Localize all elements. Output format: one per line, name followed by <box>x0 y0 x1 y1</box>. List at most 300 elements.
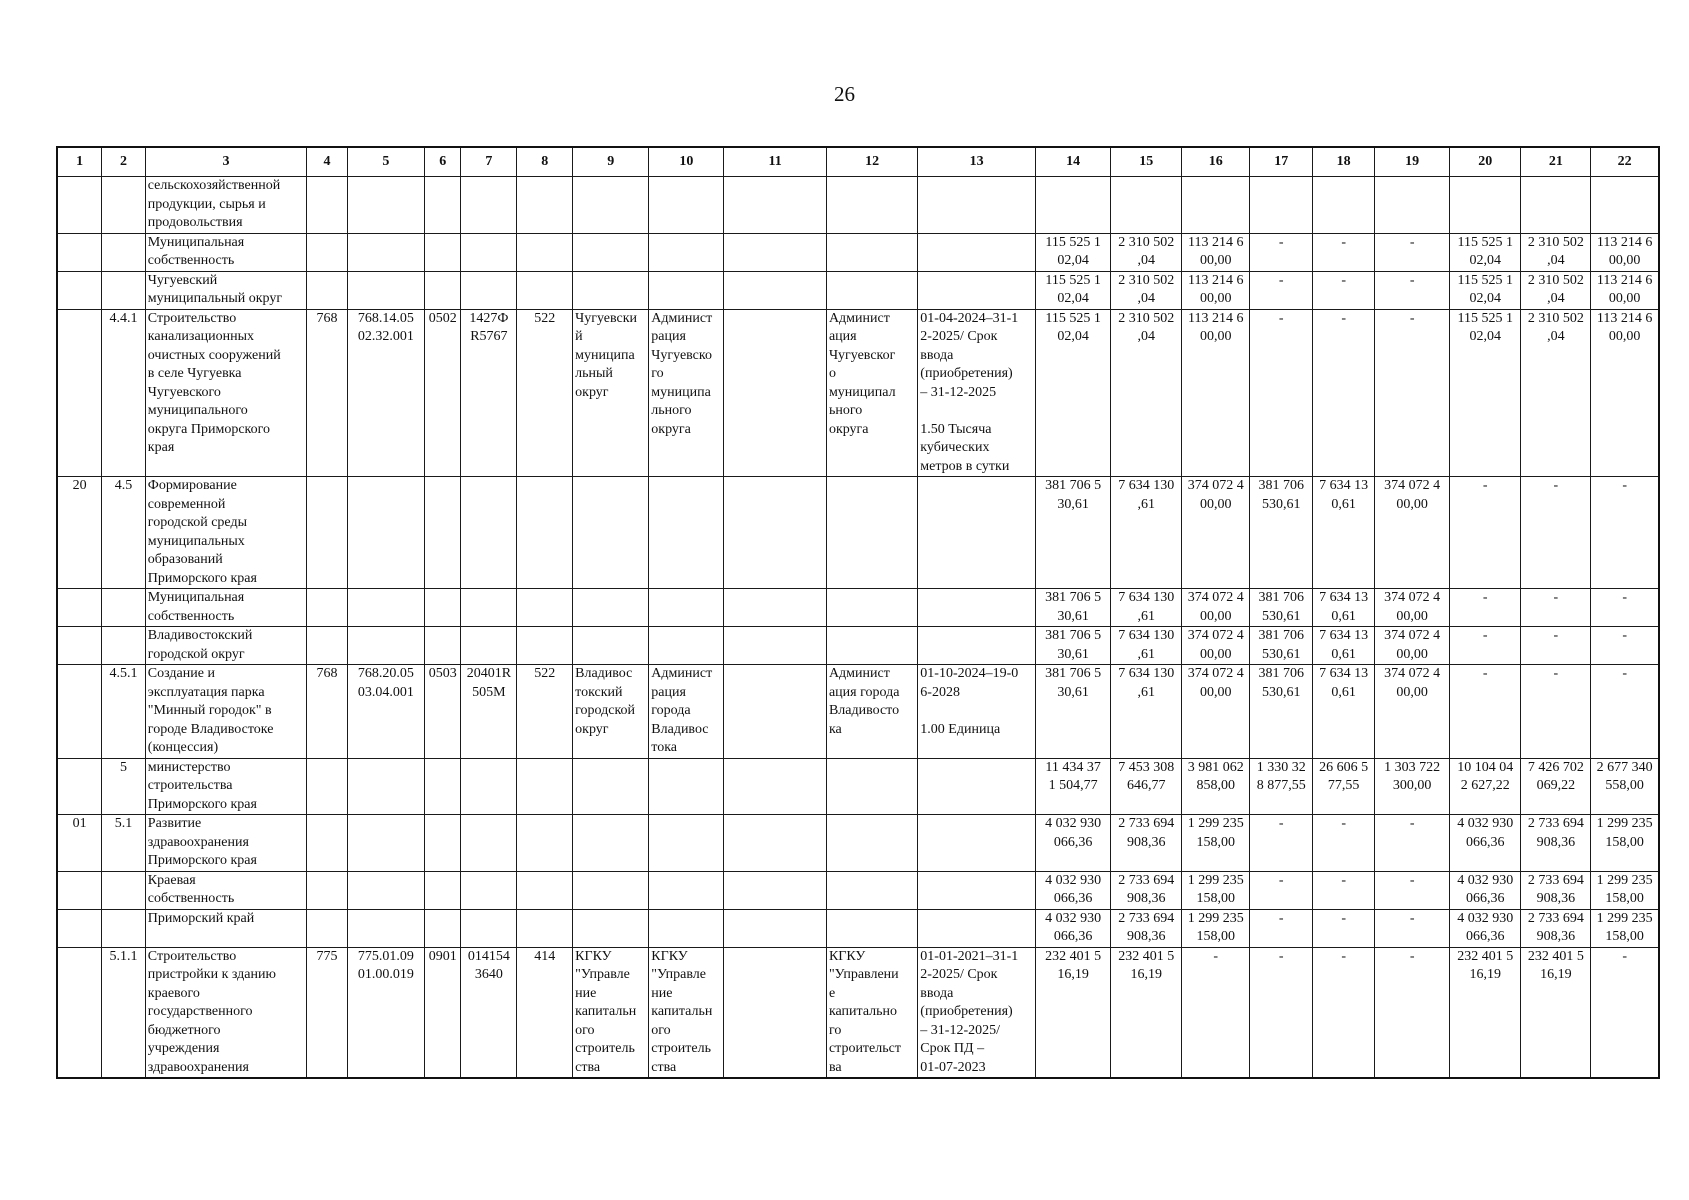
table-cell: - <box>1375 233 1450 271</box>
column-header: 17 <box>1250 147 1313 177</box>
table-cell <box>724 233 827 271</box>
table-cell: 768.14.05 02.32.001 <box>347 309 424 477</box>
table-row <box>57 177 1659 234</box>
table-cell: 381 706 5 30,61 <box>1036 477 1111 589</box>
table-cell: 232 401 5 16,19 <box>1036 947 1111 1078</box>
column-header: 21 <box>1521 147 1591 177</box>
table-cell: 113 214 6 00,00 <box>1182 309 1250 477</box>
table-cell: 775.01.09 01.00.019 <box>347 947 424 1078</box>
table-cell: 7 426 702 069,22 <box>1521 758 1591 815</box>
table-cell: 11 434 37 1 504,77 <box>1036 758 1111 815</box>
table-cell: Владивостокский городской округ <box>145 627 306 665</box>
table-cell <box>461 233 517 271</box>
table-cell <box>724 627 827 665</box>
table-row <box>57 909 1659 947</box>
table-cell: 113 214 6 00,00 <box>1182 271 1250 309</box>
table-cell: 10 104 04 2 627,22 <box>1450 758 1521 815</box>
table-cell: сельскохозяйственной продукции, сырья и продовольствия <box>145 177 306 234</box>
table-row <box>57 815 1659 872</box>
table-cell <box>102 589 146 627</box>
column-header: 9 <box>573 147 649 177</box>
table-cell: 0502 <box>424 309 461 477</box>
table-cell: 374 072 4 00,00 <box>1182 627 1250 665</box>
column-header: 19 <box>1375 147 1450 177</box>
table-cell <box>461 871 517 909</box>
table-cell <box>307 589 348 627</box>
table-cell: 115 525 1 02,04 <box>1450 271 1521 309</box>
table-cell <box>724 758 827 815</box>
table-cell: 2 733 694 908,36 <box>1111 909 1182 947</box>
table-cell <box>424 589 461 627</box>
table-cell <box>57 177 102 234</box>
table-cell: 374 072 4 00,00 <box>1375 627 1450 665</box>
table-cell: 115 525 1 02,04 <box>1036 309 1111 477</box>
table-cell <box>517 815 573 872</box>
column-header: 13 <box>918 147 1036 177</box>
table-cell: 2 310 502 ,04 <box>1111 271 1182 309</box>
table-cell: 01 <box>57 815 102 872</box>
table-cell: - <box>1313 309 1375 477</box>
table-cell <box>573 233 649 271</box>
table-cell: Админист ация Чугуевског о муниципал ьного округа <box>826 309 917 477</box>
table-cell <box>347 477 424 589</box>
table-cell: - <box>1313 909 1375 947</box>
column-header: 5 <box>347 147 424 177</box>
table-cell: 4 032 930 066,36 <box>1450 909 1521 947</box>
table-cell: - <box>1450 665 1521 759</box>
table-cell <box>1591 177 1659 234</box>
table-cell <box>1450 177 1521 234</box>
table-cell <box>826 758 917 815</box>
table-cell: - <box>1250 871 1313 909</box>
column-header: 1 <box>57 147 102 177</box>
table-cell: 01-10-2024–19-0 6-2028 1.00 Единица <box>918 665 1036 759</box>
table-cell <box>57 233 102 271</box>
table-cell <box>347 909 424 947</box>
table-cell: КГКУ "Управлени е капитально го строительст ва <box>826 947 917 1078</box>
table-cell <box>1111 177 1182 234</box>
table-cell <box>461 909 517 947</box>
table-cell <box>649 909 724 947</box>
table-cell: 20 <box>57 477 102 589</box>
table-cell <box>307 909 348 947</box>
table-cell <box>57 947 102 1078</box>
table-cell <box>347 758 424 815</box>
table-cell <box>424 627 461 665</box>
table-cell: - <box>1313 947 1375 1078</box>
table-cell: 01-04-2024–31-1 2-2025/ Срок ввода (приобретения) – 31-12-2025 1.50 Тысяча кубических метров в сутки <box>918 309 1036 477</box>
table-cell <box>347 871 424 909</box>
table-cell: 381 706 530,61 <box>1250 627 1313 665</box>
table-cell <box>918 815 1036 872</box>
table-cell <box>102 177 146 234</box>
table-cell <box>573 271 649 309</box>
table-cell <box>57 589 102 627</box>
column-header: 11 <box>724 147 827 177</box>
table-cell: 374 072 4 00,00 <box>1375 665 1450 759</box>
table-cell <box>424 233 461 271</box>
table-cell <box>573 589 649 627</box>
table-cell: 5 <box>102 758 146 815</box>
table-cell: 374 072 4 00,00 <box>1375 477 1450 589</box>
table-cell <box>307 177 348 234</box>
table-cell <box>724 909 827 947</box>
table-cell: 7 634 13 0,61 <box>1313 589 1375 627</box>
table-cell: - <box>1313 271 1375 309</box>
table-cell: 775 <box>307 947 348 1078</box>
table-cell <box>918 177 1036 234</box>
table-cell: 1 299 235 158,00 <box>1182 871 1250 909</box>
budget-table <box>56 146 1660 1079</box>
table-cell: 4.5.1 <box>102 665 146 759</box>
table-cell: 2 310 502 ,04 <box>1111 309 1182 477</box>
table-cell <box>826 271 917 309</box>
table-cell <box>649 815 724 872</box>
table-cell <box>724 589 827 627</box>
column-header: 6 <box>424 147 461 177</box>
table-cell: - <box>1250 233 1313 271</box>
table-cell <box>826 871 917 909</box>
table-cell: Муниципальная собственность <box>145 589 306 627</box>
page-number: 26 <box>834 82 855 106</box>
table-cell <box>424 477 461 589</box>
table-cell: Строительство канализационных очистных сооружений в селе Чугуевка Чугуевского муниципального округа Приморского края <box>145 309 306 477</box>
table-cell: 3 981 062 858,00 <box>1182 758 1250 815</box>
table-cell <box>517 627 573 665</box>
table-cell <box>918 909 1036 947</box>
table-cell <box>307 815 348 872</box>
column-header: 7 <box>461 147 517 177</box>
table-cell: - <box>1182 947 1250 1078</box>
table-cell <box>517 177 573 234</box>
table-cell <box>102 909 146 947</box>
table-cell <box>649 627 724 665</box>
table-cell: 374 072 4 00,00 <box>1182 589 1250 627</box>
table-cell: - <box>1313 871 1375 909</box>
table-cell <box>918 627 1036 665</box>
table-cell <box>57 271 102 309</box>
table-cell: - <box>1375 815 1450 872</box>
table-cell <box>1250 177 1313 234</box>
table-cell: 1 299 235 158,00 <box>1182 909 1250 947</box>
column-header: 10 <box>649 147 724 177</box>
table-row <box>57 309 1659 477</box>
table-cell <box>57 309 102 477</box>
table-cell <box>826 233 917 271</box>
table-cell: 7 634 130 ,61 <box>1111 627 1182 665</box>
table-cell: - <box>1450 477 1521 589</box>
table-cell: 4 032 930 066,36 <box>1450 815 1521 872</box>
table-cell <box>649 758 724 815</box>
table-cell: 4 032 930 066,36 <box>1036 909 1111 947</box>
table-cell: 4 032 930 066,36 <box>1036 815 1111 872</box>
table-cell: 113 214 6 00,00 <box>1182 233 1250 271</box>
column-header: 2 <box>102 147 146 177</box>
table-cell <box>347 177 424 234</box>
table-cell: 374 072 4 00,00 <box>1182 477 1250 589</box>
table-cell: - <box>1250 309 1313 477</box>
table-cell <box>649 177 724 234</box>
table-cell <box>649 871 724 909</box>
table-cell: 1 299 235 158,00 <box>1591 871 1659 909</box>
table-cell: 2 733 694 908,36 <box>1111 815 1182 872</box>
table-cell: 381 706 5 30,61 <box>1036 627 1111 665</box>
table-cell <box>57 909 102 947</box>
table-cell <box>1521 177 1591 234</box>
table-cell: Админист ация города Владивосто ка <box>826 665 917 759</box>
table-cell <box>918 477 1036 589</box>
table-cell <box>461 627 517 665</box>
table-cell: Строительство пристройки к зданию краевого государственного бюджетного учреждения здравоохранения <box>145 947 306 1078</box>
header-row <box>57 147 1659 177</box>
table-cell <box>347 627 424 665</box>
table-cell: - <box>1450 627 1521 665</box>
table-cell <box>461 271 517 309</box>
table-cell: 374 072 4 00,00 <box>1182 665 1250 759</box>
table-row <box>57 627 1659 665</box>
table-cell <box>517 589 573 627</box>
table-cell: 7 634 130 ,61 <box>1111 589 1182 627</box>
table-cell: 2 310 502 ,04 <box>1521 233 1591 271</box>
table-cell: министерство строительства Приморского края <box>145 758 306 815</box>
table-cell: - <box>1313 815 1375 872</box>
table-cell: 381 706 530,61 <box>1250 477 1313 589</box>
table-cell <box>461 815 517 872</box>
column-header: 22 <box>1591 147 1659 177</box>
table-cell: 2 733 694 908,36 <box>1111 871 1182 909</box>
table-row <box>57 871 1659 909</box>
table-cell <box>57 758 102 815</box>
table-cell <box>573 477 649 589</box>
table-cell <box>347 589 424 627</box>
table-cell <box>517 477 573 589</box>
table-cell <box>826 177 917 234</box>
table-cell: КГКУ "Управле ние капитальн ого строитель ства <box>573 947 649 1078</box>
table-cell: - <box>1591 477 1659 589</box>
table-cell: 20401R 505M <box>461 665 517 759</box>
column-header: 18 <box>1313 147 1375 177</box>
table-cell: 0901 <box>424 947 461 1078</box>
table-cell: 414 <box>517 947 573 1078</box>
table-cell <box>102 871 146 909</box>
column-header: 12 <box>826 147 917 177</box>
table-cell <box>826 815 917 872</box>
table-cell: - <box>1521 477 1591 589</box>
table-row <box>57 758 1659 815</box>
table-cell: 5.1 <box>102 815 146 872</box>
table-cell <box>307 871 348 909</box>
table-cell <box>918 758 1036 815</box>
table-cell <box>724 947 827 1078</box>
table-cell: - <box>1450 589 1521 627</box>
table-cell: 232 401 5 16,19 <box>1521 947 1591 1078</box>
table-cell <box>1313 177 1375 234</box>
table-cell: 768 <box>307 309 348 477</box>
table-cell <box>461 177 517 234</box>
table-cell <box>826 909 917 947</box>
table-cell: - <box>1375 871 1450 909</box>
table-cell <box>573 627 649 665</box>
table-cell <box>573 177 649 234</box>
table-cell <box>424 871 461 909</box>
table-cell: 381 706 530,61 <box>1250 589 1313 627</box>
table-row <box>57 233 1659 271</box>
table-cell: 7 453 308 646,77 <box>1111 758 1182 815</box>
table-cell <box>517 871 573 909</box>
table-cell <box>724 271 827 309</box>
table-cell: - <box>1521 627 1591 665</box>
table-cell <box>918 871 1036 909</box>
table-cell <box>573 758 649 815</box>
table-cell <box>461 589 517 627</box>
table-cell: 4.4.1 <box>102 309 146 477</box>
table-cell: Чугуевски й муниципа льный округ <box>573 309 649 477</box>
table-cell: 115 525 1 02,04 <box>1450 309 1521 477</box>
table-cell: 374 072 4 00,00 <box>1375 589 1450 627</box>
table-cell: 01-01-2021–31-1 2-2025/ Срок ввода (приобретения) – 31-12-2025/ Срок ПД – 01-07-2023 <box>918 947 1036 1078</box>
table-cell: Приморский край <box>145 909 306 947</box>
table-cell: 7 634 130 ,61 <box>1111 665 1182 759</box>
table-cell: 7 634 13 0,61 <box>1313 665 1375 759</box>
table-cell: Чугуевский муниципальный округ <box>145 271 306 309</box>
table-cell: 768 <box>307 665 348 759</box>
table-cell <box>573 871 649 909</box>
table-cell <box>724 477 827 589</box>
table-cell <box>724 177 827 234</box>
table-cell <box>424 758 461 815</box>
table-cell <box>1182 177 1250 234</box>
table-cell: 7 634 13 0,61 <box>1313 627 1375 665</box>
table-cell: 7 634 130 ,61 <box>1111 477 1182 589</box>
table-cell: 2 733 694 908,36 <box>1521 909 1591 947</box>
table-cell: 2 310 502 ,04 <box>1521 271 1591 309</box>
table-cell <box>461 758 517 815</box>
table-cell: 7 634 13 0,61 <box>1313 477 1375 589</box>
table-cell: - <box>1375 947 1450 1078</box>
table-cell: Владивос токский городской округ <box>573 665 649 759</box>
table-cell: 381 706 530,61 <box>1250 665 1313 759</box>
table-cell: - <box>1250 909 1313 947</box>
table-cell <box>102 627 146 665</box>
table-cell: 1 330 32 8 877,55 <box>1250 758 1313 815</box>
table-row <box>57 665 1659 759</box>
table-cell <box>918 233 1036 271</box>
table-cell: 381 706 5 30,61 <box>1036 665 1111 759</box>
table-cell <box>918 271 1036 309</box>
column-header: 15 <box>1111 147 1182 177</box>
table-row <box>57 947 1659 1078</box>
table-cell <box>424 909 461 947</box>
table-cell: 2 733 694 908,36 <box>1521 815 1591 872</box>
column-header: 20 <box>1450 147 1521 177</box>
table-cell: - <box>1375 309 1450 477</box>
table-cell: 014154 3640 <box>461 947 517 1078</box>
table-cell: 2 677 340 558,00 <box>1591 758 1659 815</box>
table-cell <box>649 271 724 309</box>
table-cell <box>102 233 146 271</box>
table-row <box>57 477 1659 589</box>
column-header: 14 <box>1036 147 1111 177</box>
table-cell: 522 <box>517 665 573 759</box>
table-cell: 115 525 1 02,04 <box>1036 271 1111 309</box>
table-cell: 1 299 235 158,00 <box>1591 909 1659 947</box>
table-cell <box>724 309 827 477</box>
table-cell: Муниципальная собственность <box>145 233 306 271</box>
table-cell <box>347 815 424 872</box>
table-cell: Формирование современной городской среды муниципальных образований Приморского края <box>145 477 306 589</box>
table-cell <box>57 871 102 909</box>
table-cell: - <box>1250 271 1313 309</box>
table-cell: 0503 <box>424 665 461 759</box>
column-header: 3 <box>145 147 306 177</box>
table-cell <box>826 589 917 627</box>
table-cell <box>1036 177 1111 234</box>
table-cell: 232 401 5 16,19 <box>1111 947 1182 1078</box>
table-cell: 1 299 235 158,00 <box>1591 815 1659 872</box>
table-cell: - <box>1250 947 1313 1078</box>
table-cell <box>57 665 102 759</box>
table-cell <box>1375 177 1450 234</box>
table-cell: - <box>1521 589 1591 627</box>
table-cell: - <box>1375 909 1450 947</box>
table-cell <box>517 233 573 271</box>
table-cell: - <box>1591 665 1659 759</box>
table-cell: 1 299 235 158,00 <box>1182 815 1250 872</box>
table-cell <box>307 758 348 815</box>
table-cell <box>724 665 827 759</box>
table-cell: - <box>1250 815 1313 872</box>
column-header: 16 <box>1182 147 1250 177</box>
table-cell: 1 303 722 300,00 <box>1375 758 1450 815</box>
table-cell: 26 606 5 77,55 <box>1313 758 1375 815</box>
table-cell <box>307 233 348 271</box>
table-cell: 768.20.05 03.04.001 <box>347 665 424 759</box>
table-cell <box>724 871 827 909</box>
table-cell: КГКУ "Управле ние капитальн ого строитель ства <box>649 947 724 1078</box>
table-cell <box>826 477 917 589</box>
table-cell: 4.5 <box>102 477 146 589</box>
table-cell: 5.1.1 <box>102 947 146 1078</box>
table-cell <box>649 233 724 271</box>
table-cell <box>826 627 917 665</box>
table-cell <box>724 815 827 872</box>
table-cell <box>307 271 348 309</box>
table-cell <box>57 627 102 665</box>
table-cell: 2 310 502 ,04 <box>1521 309 1591 477</box>
table-cell <box>517 909 573 947</box>
table-cell: 113 214 6 00,00 <box>1591 233 1659 271</box>
table-cell <box>649 477 724 589</box>
table-cell <box>347 271 424 309</box>
table-cell: 113 214 6 00,00 <box>1591 271 1659 309</box>
table-row <box>57 589 1659 627</box>
table-cell <box>424 815 461 872</box>
table-cell <box>307 477 348 589</box>
table-cell <box>424 271 461 309</box>
table-cell: 115 525 1 02,04 <box>1036 233 1111 271</box>
table-cell: 2 310 502 ,04 <box>1111 233 1182 271</box>
table-cell: - <box>1313 233 1375 271</box>
table-cell <box>424 177 461 234</box>
table-cell: Создание и эксплуатация парка "Минный городок" в городе Владивостоке (концессия) <box>145 665 306 759</box>
table-cell: 113 214 6 00,00 <box>1591 309 1659 477</box>
table-cell <box>347 233 424 271</box>
table-cell <box>461 477 517 589</box>
table-cell: - <box>1521 665 1591 759</box>
table-cell: Админист рация Чугуевско го муниципа льного округа <box>649 309 724 477</box>
table-cell: - <box>1591 627 1659 665</box>
table-cell: Развитие здравоохранения Приморского края <box>145 815 306 872</box>
